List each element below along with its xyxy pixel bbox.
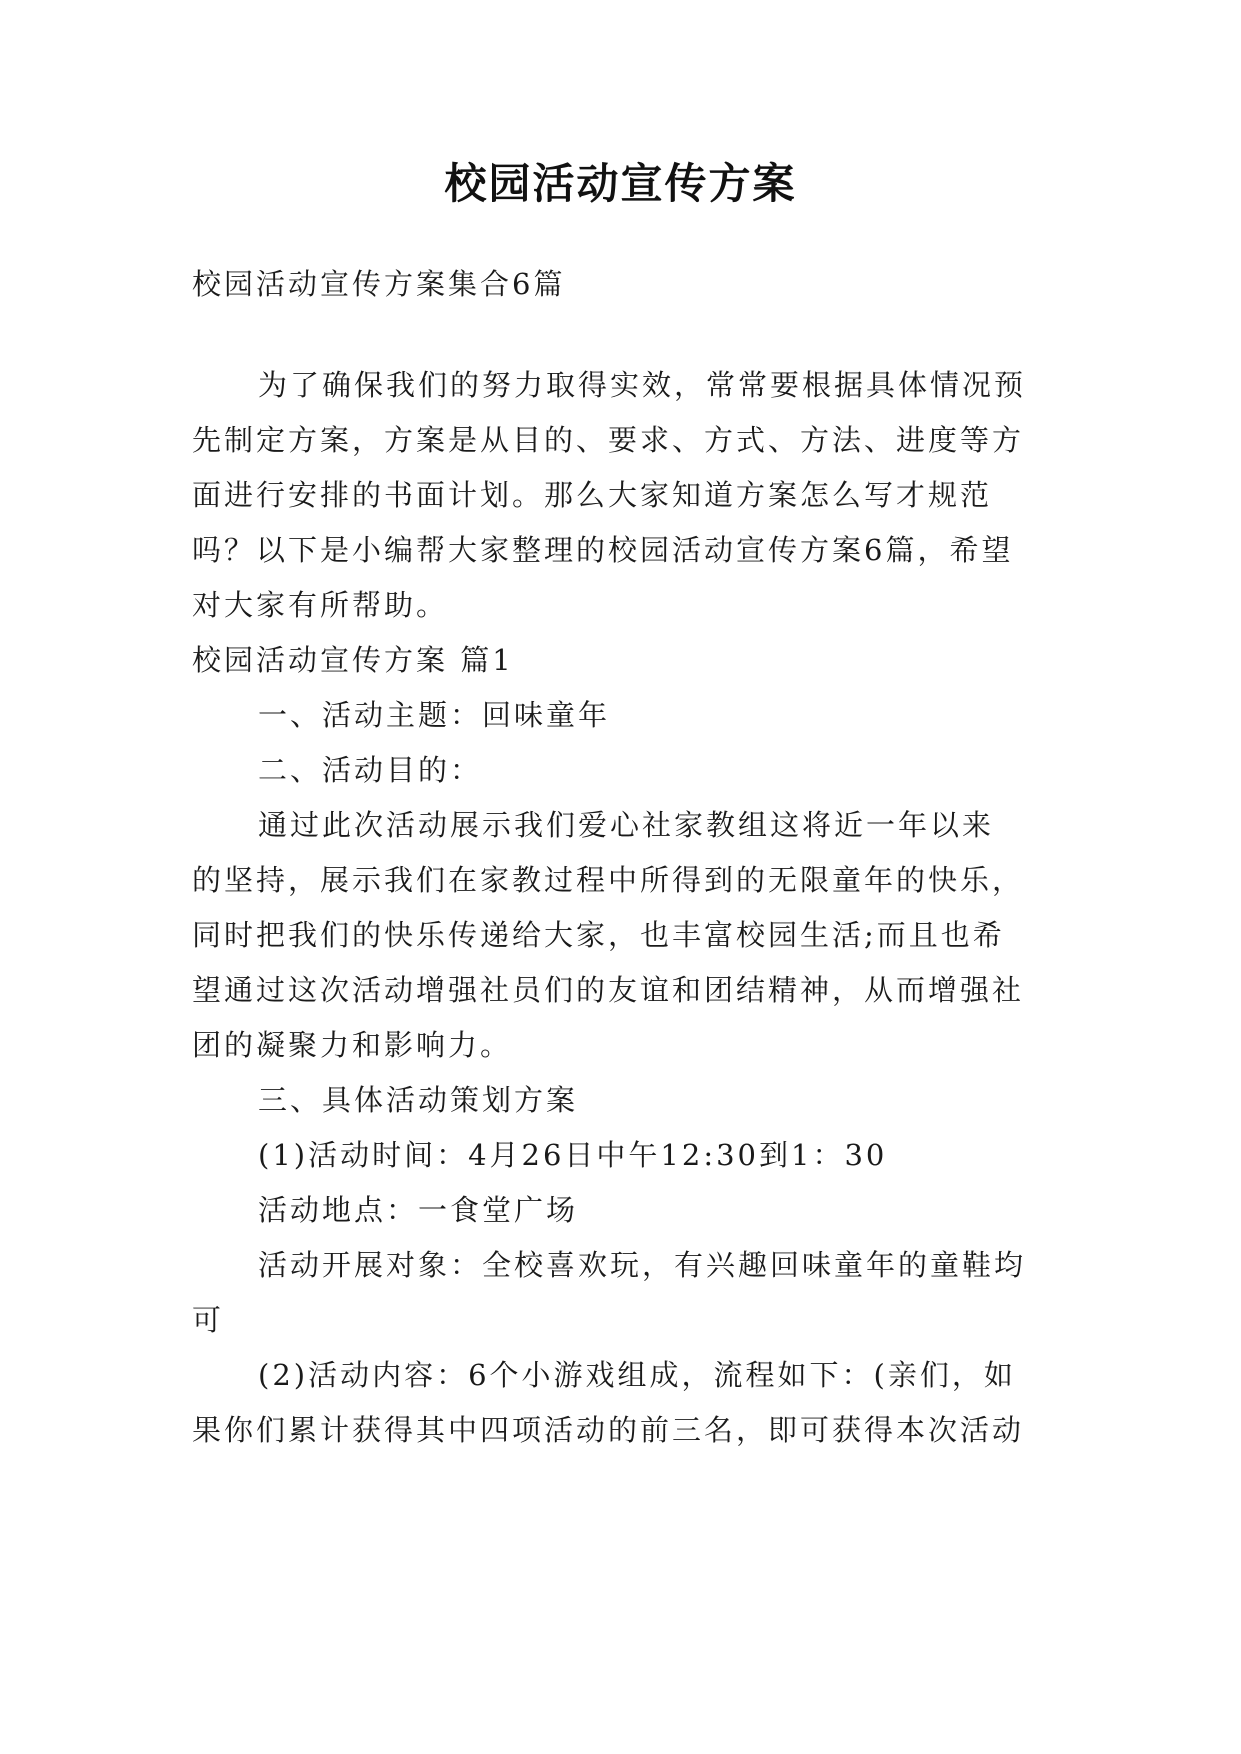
- intro-line-4: 吗？以下是小编帮大家整理的校园活动宣传方案6篇，希望: [192, 533, 1014, 567]
- activity-time: (1)活动时间：4月26日中午12:30到1：30: [258, 1138, 888, 1172]
- activity-place: 活动地点：一食堂广场: [258, 1193, 579, 1227]
- section-heading: 校园活动宣传方案 篇1: [192, 643, 514, 677]
- intro-line-2: 先制定方案，方案是从目的、要求、方式、方法、进度等方: [192, 423, 1025, 457]
- audience-line-1: 活动开展对象：全校喜欢玩，有兴趣回味童年的童鞋均: [258, 1248, 1027, 1282]
- content-line-2: 果你们累计获得其中四项活动的前三名，即可获得本次活动: [192, 1413, 1025, 1447]
- item-theme: 一、活动主题：回味童年: [258, 698, 611, 732]
- document-subtitle: 校园活动宣传方案集合6篇: [192, 267, 566, 301]
- intro-line-1: 为了确保我们的努力取得实效，常常要根据具体情况预: [258, 368, 1027, 402]
- document-title: 校园活动宣传方案: [444, 159, 797, 208]
- purpose-line-1: 通过此次活动展示我们爱心社家教组这将近一年以来: [258, 808, 995, 842]
- item-purpose-heading: 二、活动目的：: [258, 753, 483, 787]
- purpose-line-2: 的坚持，展示我们在家教过程中所得到的无限童年的快乐，: [192, 863, 1025, 897]
- intro-line-5: 对大家有所帮助。: [192, 588, 449, 622]
- audience-line-2: 可: [192, 1303, 225, 1337]
- intro-line-3: 面进行安排的书面计划。那么大家知道方案怎么写才规范: [192, 478, 993, 512]
- content-line-1: (2)活动内容：6个小游戏组成，流程如下：(亲们，如: [258, 1358, 1016, 1392]
- item-plan-heading: 三、具体活动策划方案: [258, 1083, 579, 1117]
- purpose-line-4: 望通过这次活动增强社员们的友谊和团结精神，从而增强社: [192, 973, 1025, 1007]
- purpose-line-5: 团的凝聚力和影响力。: [192, 1028, 513, 1062]
- purpose-line-3: 同时把我们的快乐传递给大家，也丰富校园生活;而且也希: [192, 918, 1005, 952]
